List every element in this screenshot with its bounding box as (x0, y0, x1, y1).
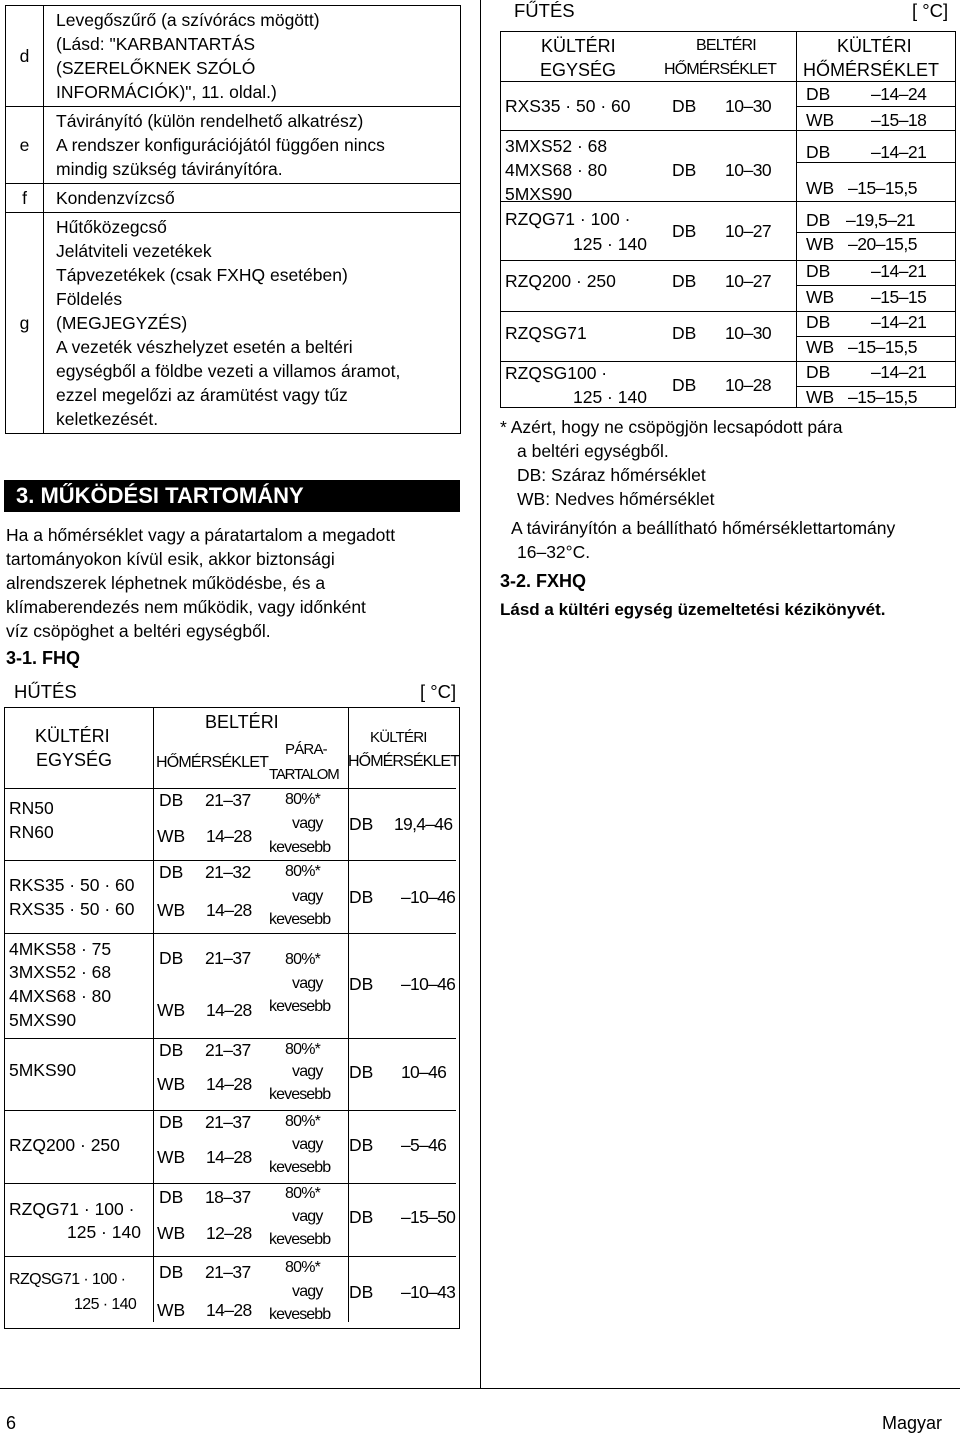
header-outdoor-unit: EGYSÉG (540, 60, 617, 80)
label-db: DB (672, 96, 697, 116)
unit-model: RZQ200 · 250 (9, 1135, 120, 1155)
paragraph-line: klímaberendezés nem működik, vagy időnként (6, 597, 366, 617)
indoor-db-range: 21–32 (205, 862, 251, 882)
column-divider (480, 0, 481, 1388)
indoor-range: 10–30 (725, 160, 772, 180)
page-number: 6 (6, 1413, 17, 1433)
label-wb: WB (157, 1300, 186, 1320)
manual-note: Lásd a kültéri egység üzemeltetési kézikönyvét. (500, 600, 886, 619)
humidity-value: kevesebb (269, 998, 331, 1015)
part-line: Levegőszűrő (a szívórács mögött) (56, 10, 320, 30)
header-outdoor-temp: HŐMÉRSÉKLET (348, 753, 460, 770)
humidity-value: vagy (292, 1208, 323, 1225)
label-db: DB (159, 1112, 184, 1132)
humidity-value: vagy (292, 1063, 323, 1080)
outdoor-db-range: –14–21 (871, 312, 927, 332)
part-line: A rendszer konfigurációjától függően nincs (56, 135, 385, 155)
header-indoor-temp: HŐMÉRSÉKLET (664, 61, 777, 78)
unit-model: RKS35 · 50 · 60 (9, 875, 135, 895)
part-line: Hűtőközegcső (56, 217, 167, 237)
outdoor-db-range: –14–21 (871, 142, 927, 162)
heating-unit: [ °C] (912, 0, 949, 21)
footer-rule (0, 1388, 960, 1389)
part-line: Földelés (56, 289, 123, 309)
outdoor-wb-range: –15–15,5 (848, 178, 917, 198)
indoor-db-range: 21–37 (205, 948, 251, 968)
outdoor-db-range: –14–21 (871, 362, 927, 382)
header-outdoor-unit: EGYSÉG (36, 750, 113, 770)
header-outdoor-unit: KÜLTÉRI (35, 726, 110, 746)
subheading-fhq: 3-1. FHQ (6, 648, 81, 668)
label-db: DB (159, 948, 184, 968)
label-db: DB (349, 814, 374, 834)
indoor-wb-range: 14–28 (206, 900, 252, 920)
section-paragraph (6, 523, 461, 643)
label-wb: WB (157, 826, 186, 846)
table-rule (796, 106, 956, 107)
paragraph-line: Ha a hőmérséklet vagy a páratartalom a megadott (6, 525, 396, 545)
unit-model: RZQSG71 (505, 323, 587, 343)
label-wb: WB (806, 287, 835, 307)
table-rule (153, 708, 154, 1322)
indoor-range: 10–30 (725, 323, 772, 343)
unit-model: 4MXS68 · 80 (9, 986, 112, 1006)
humidity-value: kevesebb (269, 839, 331, 856)
part-line: Tápvezetékek (csak FXHQ esetében) (56, 265, 348, 285)
label-wb: WB (806, 387, 835, 407)
outdoor-db-range: –10–43 (401, 1282, 456, 1302)
label-db: DB (159, 790, 184, 810)
part-line: Jelátviteli vezetékek (56, 241, 212, 261)
header-indoor-temp: HŐMÉRSÉKLET (156, 754, 269, 771)
unit-model: 125 · 140 (74, 1296, 137, 1313)
humidity-value: kevesebb (269, 911, 331, 928)
subheading-fxhq: 3-2. FXHQ (500, 571, 587, 591)
header-humidity: PÁRA- (285, 741, 327, 758)
label-db: DB (672, 375, 697, 395)
label-db: DB (349, 1062, 374, 1082)
note-star: * Azért, hogy ne csöpögjön lecsapódott pára (500, 417, 843, 437)
paragraph-line: víz csöpöghet a beltéri egységből. (6, 621, 271, 641)
indoor-range: 10–27 (725, 271, 772, 291)
indoor-wb-range: 12–28 (206, 1223, 252, 1243)
unit-model: 3MXS52 · 68 (9, 962, 112, 982)
label-db: DB (806, 261, 831, 281)
header-indoor: BELTÉRI (205, 712, 279, 732)
label-wb: WB (157, 1147, 186, 1167)
unit-model: 5MXS90 (505, 184, 573, 204)
header-outdoor-temp: HŐMÉRSÉKLET (803, 60, 940, 80)
unit-model: 4MXS68 · 80 (505, 160, 608, 180)
indoor-range: 10–30 (725, 96, 772, 116)
part-description (44, 213, 461, 434)
unit-model: RZQSG71 · 100 · (9, 1271, 126, 1288)
humidity-value: 80%* (285, 951, 321, 968)
table-rule (5, 1256, 456, 1257)
humidity-value: vagy (292, 1283, 323, 1300)
outdoor-db-range: –5–46 (401, 1135, 447, 1155)
part-line: (SZERELŐKNEK SZÓLÓ (56, 58, 256, 78)
label-db: DB (349, 1207, 374, 1227)
humidity-value: kevesebb (269, 1159, 331, 1176)
unit-model: 4MKS58 · 75 (9, 939, 112, 959)
note-star-2: a beltéri egységből. (517, 441, 669, 461)
outdoor-db-range: –10–46 (401, 974, 456, 994)
parts-row (6, 107, 461, 184)
indoor-db-range: 18–37 (205, 1187, 251, 1207)
label-db: DB (159, 1262, 184, 1282)
outdoor-wb-range: –15–15 (871, 287, 927, 307)
humidity-value: 80%* (285, 1041, 321, 1058)
part-line: (MEGJEGYZÉS) (56, 313, 188, 333)
section-title: 3. MŰKÖDÉSI TARTOMÁNY (4, 480, 460, 512)
part-label: g (6, 213, 44, 434)
humidity-value: 80%* (285, 791, 321, 808)
part-line: mindig szükség távirányítóra. (56, 159, 283, 179)
paragraph-line: tartományokon kívül esik, akkor biztonsági (6, 549, 335, 569)
outdoor-wb-range: –15–18 (871, 110, 927, 130)
heating-title: FŰTÉS (514, 0, 575, 21)
unit-model: 125 · 140 (67, 1222, 141, 1242)
unit-model: 125 · 140 (573, 387, 647, 407)
note-remote-2: 16–32°C. (517, 542, 591, 562)
indoor-range: 10–27 (725, 221, 772, 241)
header-humidity: TARTALOM (269, 766, 339, 783)
outdoor-wb-range: –20–15,5 (848, 234, 917, 254)
part-label: e (6, 107, 44, 184)
unit-model: RXS35 · 50 · 60 (505, 96, 631, 116)
humidity-value: 80%* (285, 863, 321, 880)
label-wb: WB (157, 900, 186, 920)
part-line: (Lásd: "KARBANTARTÁS (56, 34, 256, 54)
label-wb: WB (806, 337, 835, 357)
note-remote: A távirányítón a beállítható hőmérséklettartomány (511, 518, 896, 538)
header-outdoor-temp: KÜLTÉRI (370, 729, 427, 746)
indoor-wb-range: 14–28 (206, 826, 252, 846)
label-db: DB (159, 1040, 184, 1060)
footer-language: Magyar (882, 1413, 943, 1433)
label-wb: WB (806, 178, 835, 198)
outdoor-db-range: –14–21 (871, 261, 927, 281)
label-db: DB (806, 312, 831, 332)
unit-model: 125 · 140 (573, 234, 647, 254)
humidity-value: vagy (292, 1136, 323, 1153)
unit-model: RN60 (9, 822, 54, 842)
part-description (44, 6, 461, 107)
unit-model: RN50 (9, 798, 54, 818)
label-db: DB (672, 271, 697, 291)
outdoor-db-range: –14–24 (871, 84, 927, 104)
table-rule (796, 32, 797, 407)
label-db: DB (672, 160, 697, 180)
humidity-value: kevesebb (269, 1086, 331, 1103)
part-line: Távirányító (külön rendelhető alkatrész) (56, 111, 364, 131)
outdoor-db-range: –10–46 (401, 887, 456, 907)
header-indoor-temp: BELTÉRI (696, 37, 756, 54)
label-db: DB (349, 1282, 374, 1302)
unit-model: RZQG71 · 100 · (505, 209, 631, 229)
label-db: DB (159, 862, 184, 882)
label-db: DB (806, 142, 831, 162)
humidity-value: 80%* (285, 1259, 321, 1276)
heating-table (500, 31, 956, 408)
table-rule (5, 1183, 456, 1184)
part-line: Kondenzvízcső (56, 188, 175, 208)
unit-model: RXS35 · 50 · 60 (9, 899, 135, 919)
outdoor-wb-range: –15–15,5 (848, 337, 917, 357)
label-db: DB (159, 1187, 184, 1207)
indoor-wb-range: 14–28 (206, 1300, 252, 1320)
part-line: ezzel megelőzi az áramütést vagy tűz (56, 385, 348, 405)
outdoor-db-range: 10–46 (401, 1062, 447, 1082)
indoor-wb-range: 14–28 (206, 1147, 252, 1167)
label-wb: WB (806, 234, 835, 254)
unit-model: RZQ200 · 250 (505, 271, 616, 291)
part-label: f (6, 184, 44, 213)
humidity-value: 80%* (285, 1113, 321, 1130)
outdoor-db-range: 19,4–46 (394, 814, 453, 834)
cooling-unit: [ °C] (420, 681, 457, 702)
parts-row (6, 6, 461, 107)
label-wb: WB (157, 1223, 186, 1243)
humidity-value: kevesebb (269, 1306, 331, 1323)
label-wb: WB (157, 1074, 186, 1094)
note-wb: WB: Nedves hőmérséklet (517, 489, 715, 509)
humidity-value: vagy (292, 815, 323, 832)
part-label: d (6, 6, 44, 107)
label-wb: WB (806, 110, 835, 130)
table-rule (348, 708, 349, 1322)
indoor-db-range: 21–37 (205, 1112, 251, 1132)
label-db: DB (349, 1135, 374, 1155)
cooling-title: HŰTÉS (14, 681, 77, 702)
part-description (44, 107, 461, 184)
label-db: DB (349, 887, 374, 907)
header-outdoor-temp: KÜLTÉRI (837, 36, 912, 56)
parts-row (6, 213, 461, 434)
label-db: DB (349, 974, 374, 994)
label-db: DB (672, 221, 697, 241)
outdoor-db-range: –15–50 (401, 1207, 456, 1227)
part-line: egységből a földbe vezeti a villamos áramot, (56, 361, 401, 381)
parts-row (6, 184, 461, 213)
humidity-value: kevesebb (269, 1231, 331, 1248)
unit-model: 3MXS52 · 68 (505, 136, 608, 156)
label-db: DB (806, 210, 831, 230)
unit-model: 5MXS90 (9, 1010, 77, 1030)
indoor-db-range: 21–37 (205, 1040, 251, 1060)
part-line: keletkezését. (56, 409, 159, 429)
indoor-db-range: 21–37 (205, 790, 251, 810)
label-db: DB (672, 323, 697, 343)
humidity-value: 80%* (285, 1185, 321, 1202)
parts-table (5, 5, 461, 434)
outdoor-wb-range: –15–15,5 (848, 387, 917, 407)
label-db: DB (806, 362, 831, 382)
paragraph-line: alrendszerek léphetnek működésbe, és a (6, 573, 326, 593)
unit-model: RZQSG100 · (505, 363, 608, 383)
header-outdoor-unit: KÜLTÉRI (541, 36, 616, 56)
indoor-range: 10–28 (725, 375, 772, 395)
unit-model: 5MKS90 (9, 1060, 77, 1080)
humidity-value: vagy (292, 888, 323, 905)
part-description (44, 184, 461, 213)
humidity-value: vagy (292, 975, 323, 992)
indoor-db-range: 21–37 (205, 1262, 251, 1282)
indoor-wb-range: 14–28 (206, 1074, 252, 1094)
label-db: DB (806, 84, 831, 104)
indoor-wb-range: 14–28 (206, 1000, 252, 1020)
outdoor-db-range: –19,5–21 (846, 210, 915, 230)
note-db: DB: Száraz hőmérséklet (517, 465, 706, 485)
part-line: A vezeték vészhelyzet esetén a beltéri (56, 337, 353, 357)
label-wb: WB (157, 1000, 186, 1020)
part-line: INFORMÁCIÓK)", 11. oldal.) (56, 82, 277, 102)
table-rule (5, 933, 456, 934)
unit-model: RZQG71 · 100 · (9, 1199, 135, 1219)
cooling-table (4, 707, 460, 1329)
